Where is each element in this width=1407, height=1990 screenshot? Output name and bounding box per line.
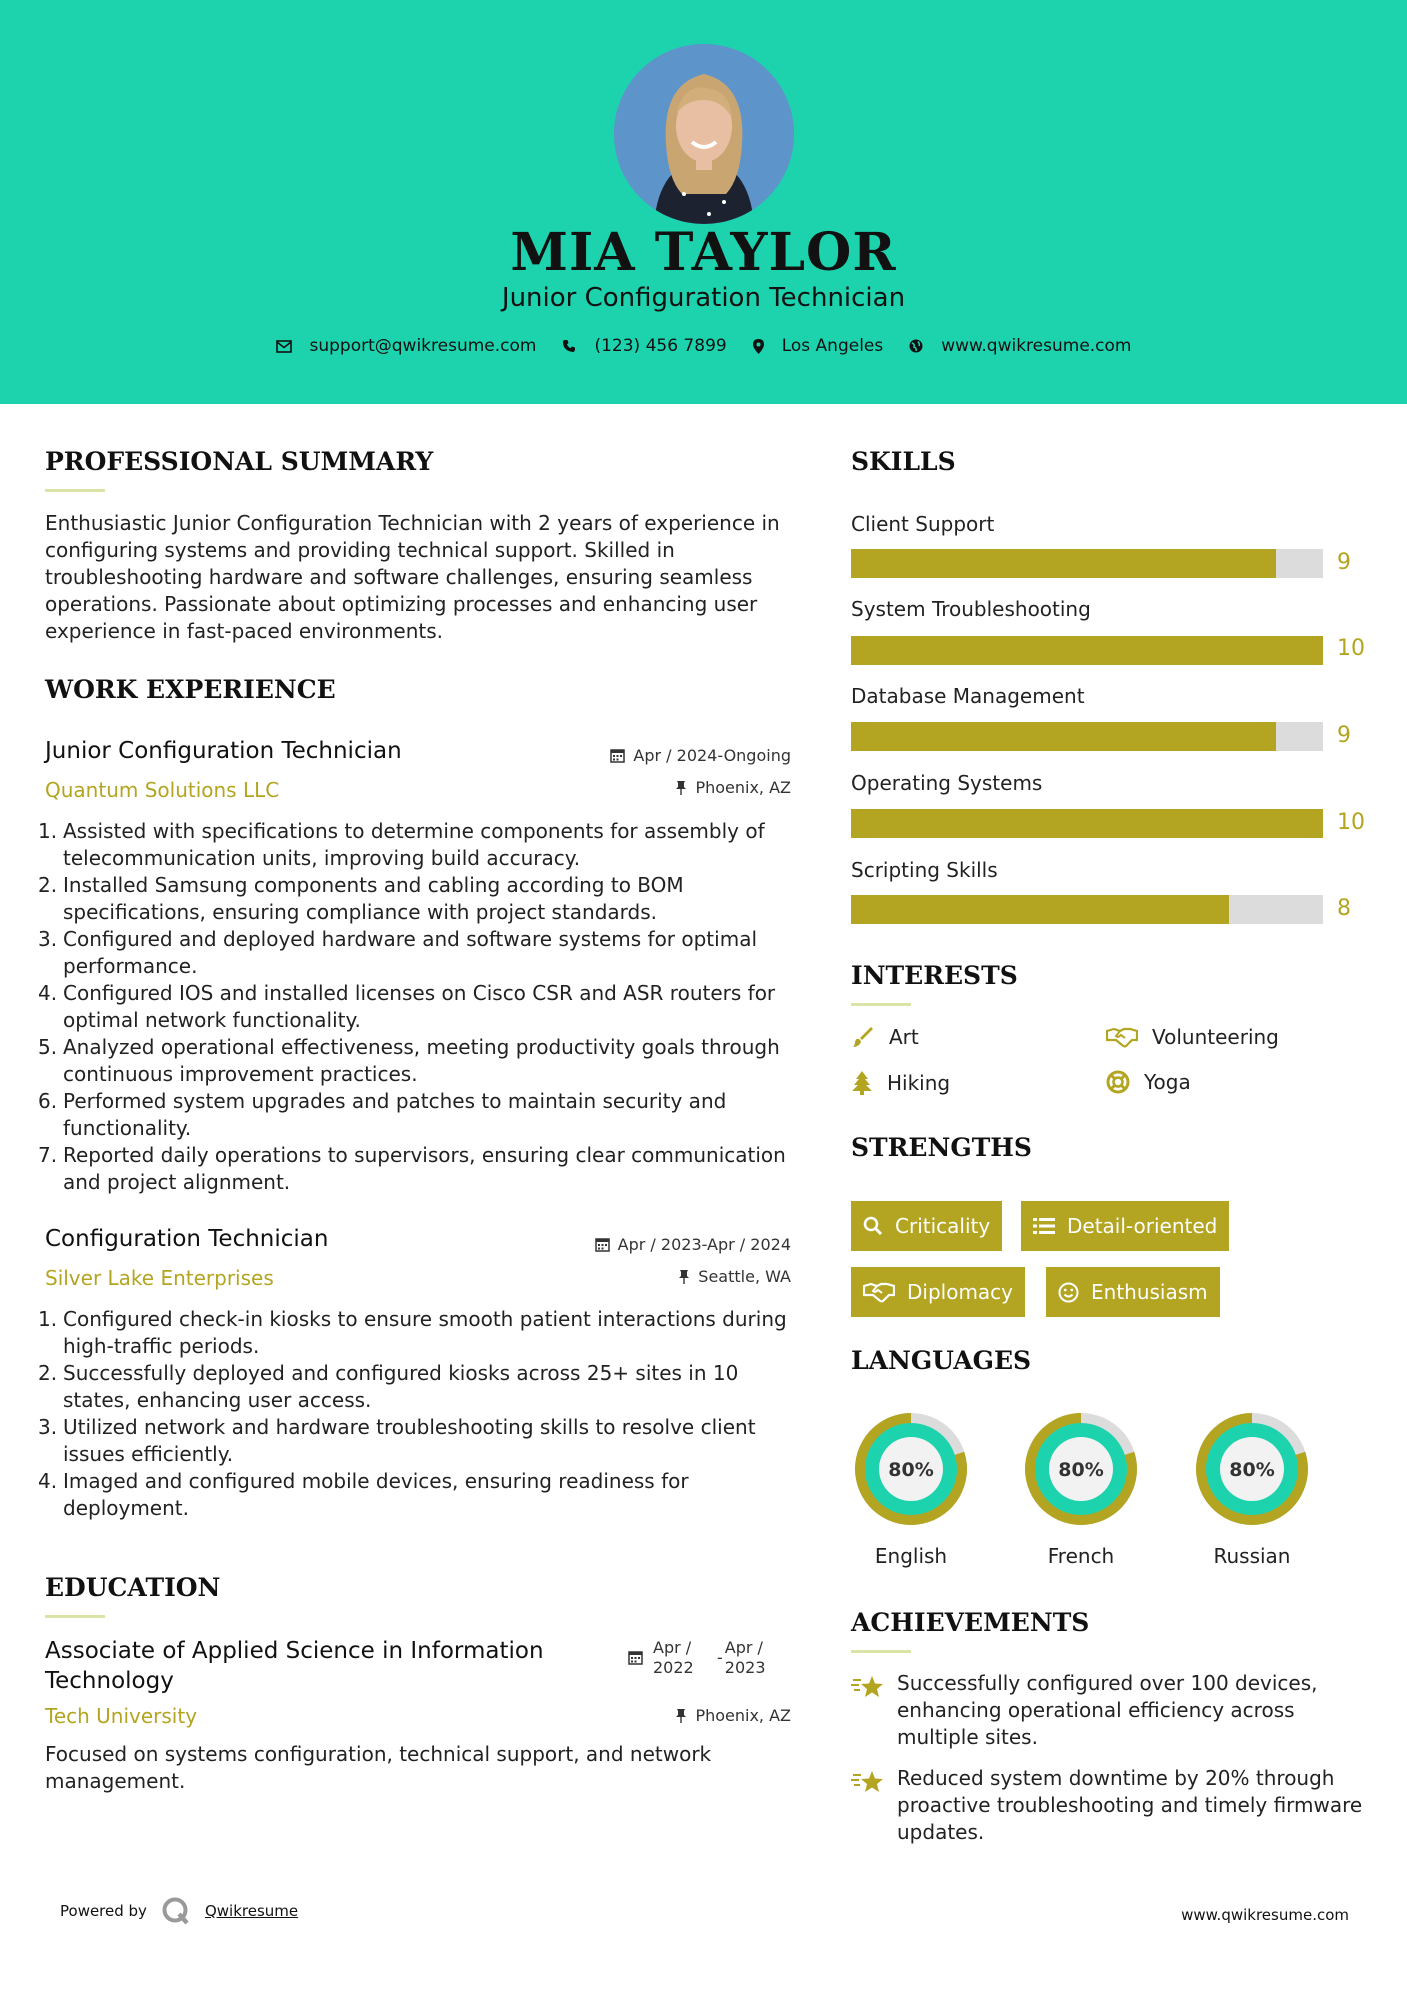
job-location-text: Seattle, WA	[698, 1267, 791, 1286]
summary-heading: PROFESSIONAL SUMMARY	[45, 447, 434, 476]
summary-underline	[45, 489, 105, 492]
skill-label: Scripting Skills	[851, 858, 998, 882]
list-item: 3. Configured and deployed hardware and software systems for optimal performance.	[38, 927, 758, 978]
education-underline	[45, 1615, 105, 1618]
map-pin-icon	[753, 339, 764, 354]
language-gauge	[850, 1408, 972, 1530]
star-medal-icon	[851, 1674, 885, 1700]
language-gauge	[1020, 1408, 1142, 1530]
interest-label: Art	[889, 1025, 919, 1049]
skill-level: 10	[1337, 810, 1365, 835]
list-item: 7. Reported daily operations to supervisors, ensuring clear communication and project alignment.	[38, 1143, 786, 1194]
strength-label: Diplomacy	[907, 1280, 1014, 1304]
search-icon	[863, 1216, 883, 1236]
language-item	[850, 1408, 972, 1568]
languages-heading: LANGUAGES	[851, 1346, 1032, 1375]
job-title: Configuration Technician	[45, 1226, 329, 1252]
skill-bar-fill	[851, 722, 1276, 751]
candidate-name: MIA TAYLOR	[510, 222, 897, 283]
smile-icon	[1058, 1282, 1079, 1303]
calendar-icon	[628, 1650, 643, 1665]
job-dates-text: Apr / 2023-Apr / 2024	[617, 1235, 791, 1254]
skill-bar-fill	[851, 636, 1323, 665]
language-name: English	[874, 1544, 948, 1568]
skill-bar	[851, 809, 1323, 838]
qwikresume-logo-icon	[161, 1896, 191, 1926]
strength-label: Criticality	[895, 1214, 991, 1238]
list-item: 2. Installed Samsung components and cabling according to BOM specifications, ensuring compliance with project standards.	[38, 873, 684, 924]
candidate-title: Junior Configuration Technician	[501, 283, 906, 313]
skill-bar-fill	[851, 895, 1229, 924]
strength-tag	[1021, 1201, 1229, 1251]
achievement-item	[851, 1765, 1371, 1846]
interest-item	[851, 1025, 919, 1049]
pushpin-icon	[678, 1269, 690, 1285]
interest-label: Yoga	[1144, 1070, 1191, 1094]
language-percent: 80%	[888, 1459, 934, 1481]
skill-bar-fill	[851, 549, 1276, 578]
skill-bar	[851, 722, 1323, 751]
language-percent: 80%	[1229, 1459, 1275, 1481]
interest-label: Hiking	[887, 1071, 951, 1095]
list-item: 4. Imaged and configured mobile devices, ensuring readiness for deployment.	[38, 1469, 689, 1520]
job-bullets	[38, 818, 798, 1196]
language-item	[1020, 1408, 1142, 1568]
achievement-item	[851, 1670, 1371, 1751]
skill-bar	[851, 895, 1323, 924]
star-medal-icon	[851, 1769, 885, 1795]
contact-website[interactable]	[909, 336, 1131, 356]
language-gauge	[1191, 1408, 1313, 1530]
experience-heading: WORK EXPERIENCE	[45, 675, 336, 704]
job-dates	[610, 746, 791, 765]
website-text: www.qwikresume.com	[941, 336, 1132, 356]
calendar-icon	[610, 748, 625, 763]
list-item: 3. Utilized network and hardware troubleshooting skills to resolve client issues efficiently.	[38, 1415, 756, 1466]
skill-label: Database Management	[851, 684, 1085, 708]
list-item: 1. Configured check-in kiosks to ensure smooth patient interactions during high-traffic periods.	[38, 1307, 787, 1358]
skill-bar	[851, 549, 1323, 578]
phone-text: (123) 456 7899	[594, 336, 727, 356]
phone-icon	[562, 339, 576, 353]
list-item: 1. Assisted with specifications to determine components for assembly of telecommunication units, improving build accuracy.	[38, 819, 765, 870]
strength-label: Detail-oriented	[1067, 1214, 1218, 1238]
paintbrush-icon	[851, 1025, 875, 1049]
contact-bar	[0, 336, 1407, 356]
envelope-icon	[276, 340, 292, 353]
company-name: Silver Lake Enterprises	[45, 1266, 274, 1290]
interests-underline	[851, 1003, 911, 1006]
interest-item	[1106, 1070, 1191, 1094]
strength-label: Enthusiasm	[1091, 1280, 1208, 1304]
powered-by-text: Powered by	[60, 1902, 147, 1920]
interests-heading: INTERESTS	[851, 961, 1018, 990]
skill-bar-fill	[851, 809, 1323, 838]
strength-tag	[1046, 1267, 1220, 1317]
achievements-underline	[851, 1650, 911, 1653]
education-date-separator: -	[717, 1648, 723, 1667]
tree-icon	[851, 1070, 873, 1096]
interest-label: Volunteering	[1152, 1025, 1279, 1049]
education-description: Focused on systems configuration, technical support, and network management.	[45, 1742, 712, 1793]
language-percent: 80%	[1058, 1459, 1104, 1481]
education-dates	[628, 1638, 771, 1678]
profile-photo	[614, 44, 794, 224]
resume-header	[0, 0, 1407, 404]
strengths-heading: STRENGTHS	[851, 1133, 1032, 1162]
list-icon	[1033, 1217, 1055, 1235]
email-text: support@qwikresume.com	[309, 336, 537, 356]
job-title: Junior Configuration Technician	[45, 738, 402, 764]
life-ring-icon	[1106, 1070, 1130, 1094]
education-location	[675, 1706, 791, 1725]
strength-tag	[851, 1267, 1025, 1317]
school-name: Tech University	[45, 1704, 198, 1728]
list-item: 2. Successfully deployed and configured kiosks across 25+ sites in 10 states, enhancing user access.	[38, 1361, 739, 1412]
skill-label: Operating Systems	[851, 771, 1043, 795]
skill-label: Client Support	[851, 512, 995, 536]
list-item: 6. Performed system upgrades and patches to maintain security and functionality.	[38, 1089, 727, 1140]
contact-phone[interactable]	[562, 336, 726, 356]
skill-level: 10	[1337, 636, 1365, 661]
skill-level: 9	[1337, 550, 1351, 575]
skills-heading: SKILLS	[851, 447, 956, 476]
education-location-text: Phoenix, AZ	[695, 1706, 791, 1725]
job-dates	[595, 1235, 791, 1254]
job-location-text: Phoenix, AZ	[695, 778, 791, 797]
skill-label: System Troubleshooting	[851, 597, 1091, 621]
contact-email[interactable]	[276, 336, 537, 356]
education-heading: EDUCATION	[45, 1573, 221, 1602]
interest-item	[851, 1070, 950, 1096]
summary-text: Enthusiastic Junior Configuration Technician with 2 years of experience in configuring systems and providing technical support. Skilled in troubleshooting hardware and software challenges, ensuring seamless operations. Passionate about optimizing processes and enhancing user experience in fast-paced environments.	[45, 511, 780, 643]
list-item: 5. Analyzed operational effectiveness, meeting productivity goals through continuous improvement practices.	[38, 1035, 780, 1086]
footer-url[interactable]: www.qwikresume.com	[1181, 1906, 1349, 1924]
pushpin-icon	[675, 780, 687, 796]
job-bullets	[38, 1306, 798, 1522]
skill-bar	[851, 636, 1323, 665]
job-location	[675, 778, 791, 797]
globe-icon	[909, 339, 923, 353]
job-location	[678, 1267, 791, 1286]
achievements-heading: ACHIEVEMENTS	[851, 1608, 1090, 1637]
language-item	[1191, 1408, 1313, 1568]
skill-level: 9	[1337, 723, 1351, 748]
pushpin-icon	[675, 1708, 687, 1724]
handshake-icon	[1106, 1026, 1138, 1048]
handshake-icon	[863, 1281, 895, 1303]
achievement-text: Successfully configured over 100 devices, enhancing operational efficiency across multiple sites.	[897, 1671, 1318, 1749]
footer-brand-link[interactable]: Qwikresume	[204, 1902, 299, 1920]
contact-location	[753, 336, 884, 356]
education-start: Apr / 2022	[653, 1638, 694, 1677]
calendar-icon	[595, 1237, 610, 1252]
location-text: Los Angeles	[781, 336, 884, 356]
education-end: Apr / 2023	[724, 1638, 766, 1677]
list-item: 4. Configured IOS and installed licenses on Cisco CSR and ASR routers for optimal network functionality.	[38, 981, 776, 1032]
achievement-text: Reduced system downtime by 20% through proactive troubleshooting and timely firmware updates.	[897, 1766, 1363, 1844]
skill-level: 8	[1337, 896, 1351, 921]
company-name: Quantum Solutions LLC	[45, 778, 280, 802]
strength-tag	[851, 1201, 1002, 1251]
language-name: French	[1047, 1544, 1115, 1568]
degree-title: Associate of Applied Science in Information Technology	[45, 1638, 544, 1694]
interest-item	[1106, 1025, 1279, 1049]
language-name: Russian	[1213, 1544, 1291, 1568]
job-dates-text: Apr / 2024-Ongoing	[633, 746, 791, 765]
footer-powered-by	[60, 1896, 298, 1926]
